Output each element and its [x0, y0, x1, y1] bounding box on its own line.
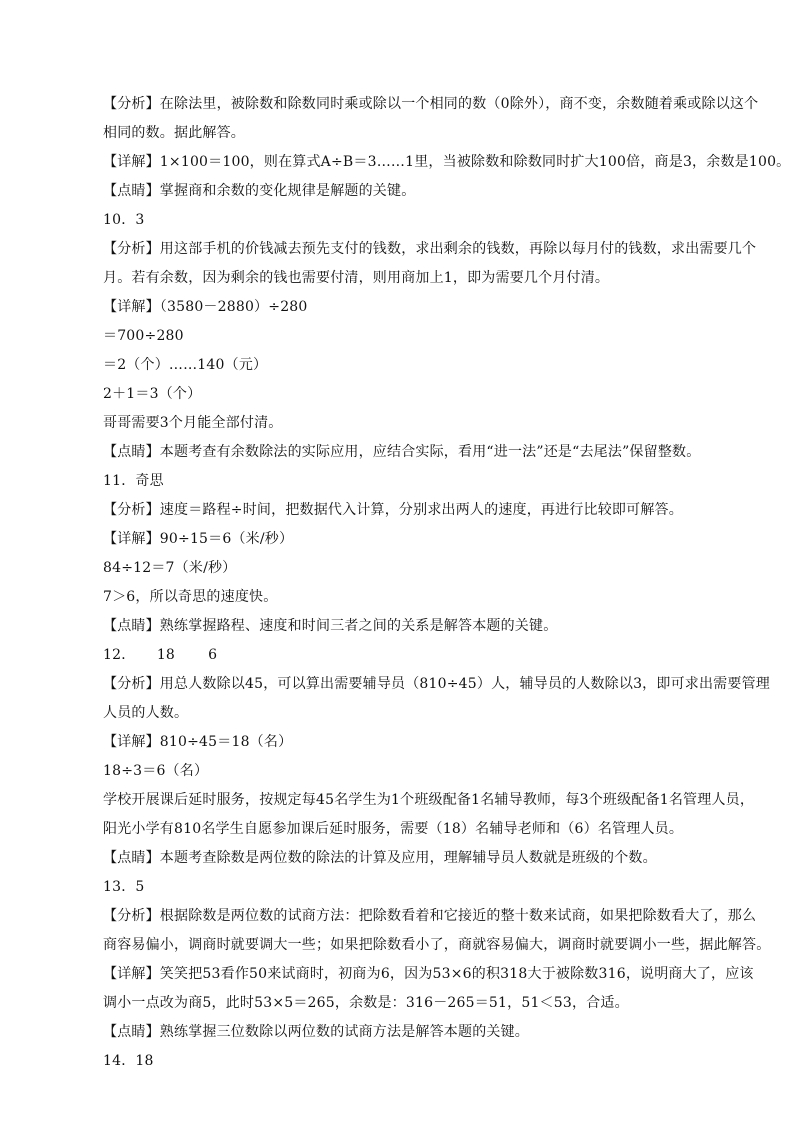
text-line: 2＋1＝3（个） — [103, 386, 202, 402]
text-line: 月。若有余数，因为剩余的钱也需要付清，则用商加上1，即为需要几个月付清。 — [103, 270, 610, 286]
text-line: 人员的人数。 — [103, 705, 189, 721]
text-line: 【分析】根据除数是两位数的试商方法：把除数看着和它接近的整十数来试商，如果把除数看大了，那么 — [103, 908, 757, 924]
text-line: 18÷3＝6（名） — [103, 763, 209, 779]
text-line: 学校开展课后延时服务，按规定每45名学生为1个班级配备1名辅导教师，每3个班级配备1名管理人员， — [103, 792, 755, 808]
question-number: 14．18 — [103, 1053, 154, 1069]
text-line: 【分析】用总人数除以45，可以算出需要辅导员（810÷45）人，辅导员的人数除以3，即可求出需要管理 — [103, 676, 770, 692]
text-line: 【分析】在除法里，被除数和除数同时乘或除以一个相同的数（0除外），商不变，余数随着乘或除以这个 — [103, 96, 759, 112]
text-line: 【详解】笑笑把53看作50来试商时，初商为6，因为53×6的积318大于被除数316，说明商大了，应该 — [103, 966, 754, 982]
text-line: 【分析】用这部手机的价钱减去预先支付的钱数，求出剩余的钱数，再除以每月付的钱数，求出需要几个 — [103, 241, 757, 257]
text-line: 【点睛】熟练掌握三位数除以两位数的试商方法是解答本题的关键。 — [103, 1024, 529, 1040]
text-line: ＝700÷280 — [103, 328, 184, 344]
text-line: 【详解】1×100＝100，则在算式A÷B＝3……1里，当被除数和除数同时扩大100倍，商是3，余数是100。 — [103, 154, 791, 170]
question-number: 10．3 — [103, 212, 145, 228]
text-line: 调小一点改为商5，此时53×5＝265，余数是：316－265＝51，51＜53，合适。 — [103, 995, 629, 1011]
text-line: 【点睛】本题考查除数是两位数的除法的计算及应用，理解辅导员人数就是班级的个数。 — [103, 850, 657, 866]
text-line: 【点睛】掌握商和余数的变化规律是解题的关键。 — [103, 183, 416, 199]
text-line: 【详解】（3580－2880）÷280 — [103, 299, 308, 315]
text-line: 【点睛】熟练掌握路程、速度和时间三者之间的关系是解答本题的关键。 — [103, 618, 558, 634]
question-number: 13．5 — [103, 879, 145, 895]
text-line: 84÷12＝7（米/秒） — [103, 560, 237, 576]
text-line: ＝2（个）……140（元） — [103, 357, 268, 373]
text-line: 商容易偏小，调商时就要调大一些；如果把除数看小了，商就容易偏大，调商时就要调小一些，据此解答。 — [103, 937, 771, 953]
text-line: 哥哥需要3个月能全部付清。 — [103, 415, 283, 431]
text-line: 【分析】速度＝路程÷时间，把数据代入计算，分别求出两人的速度，再进行比较即可解答。 — [103, 502, 683, 518]
text-line: 【点睛】本题考查有余数除法的实际应用，应结合实际，看用“进一法”还是“去尾法”保留整数。 — [103, 444, 701, 460]
text-line: 相同的数。据此解答。 — [103, 125, 245, 141]
text-line: 7＞6，所以奇思的速度快。 — [103, 589, 278, 605]
text-line: 【详解】90÷15＝6（米/秒） — [103, 531, 294, 547]
question-number: 12． 18 6 — [103, 647, 218, 663]
text-line: 阳光小学有810名学生自愿参加课后延时服务，需要（18）名辅导老师和（6）名管理人员。 — [103, 821, 684, 837]
text-line: 【详解】810÷45＝18（名） — [103, 734, 293, 750]
question-number: 11．奇思 — [103, 473, 164, 489]
